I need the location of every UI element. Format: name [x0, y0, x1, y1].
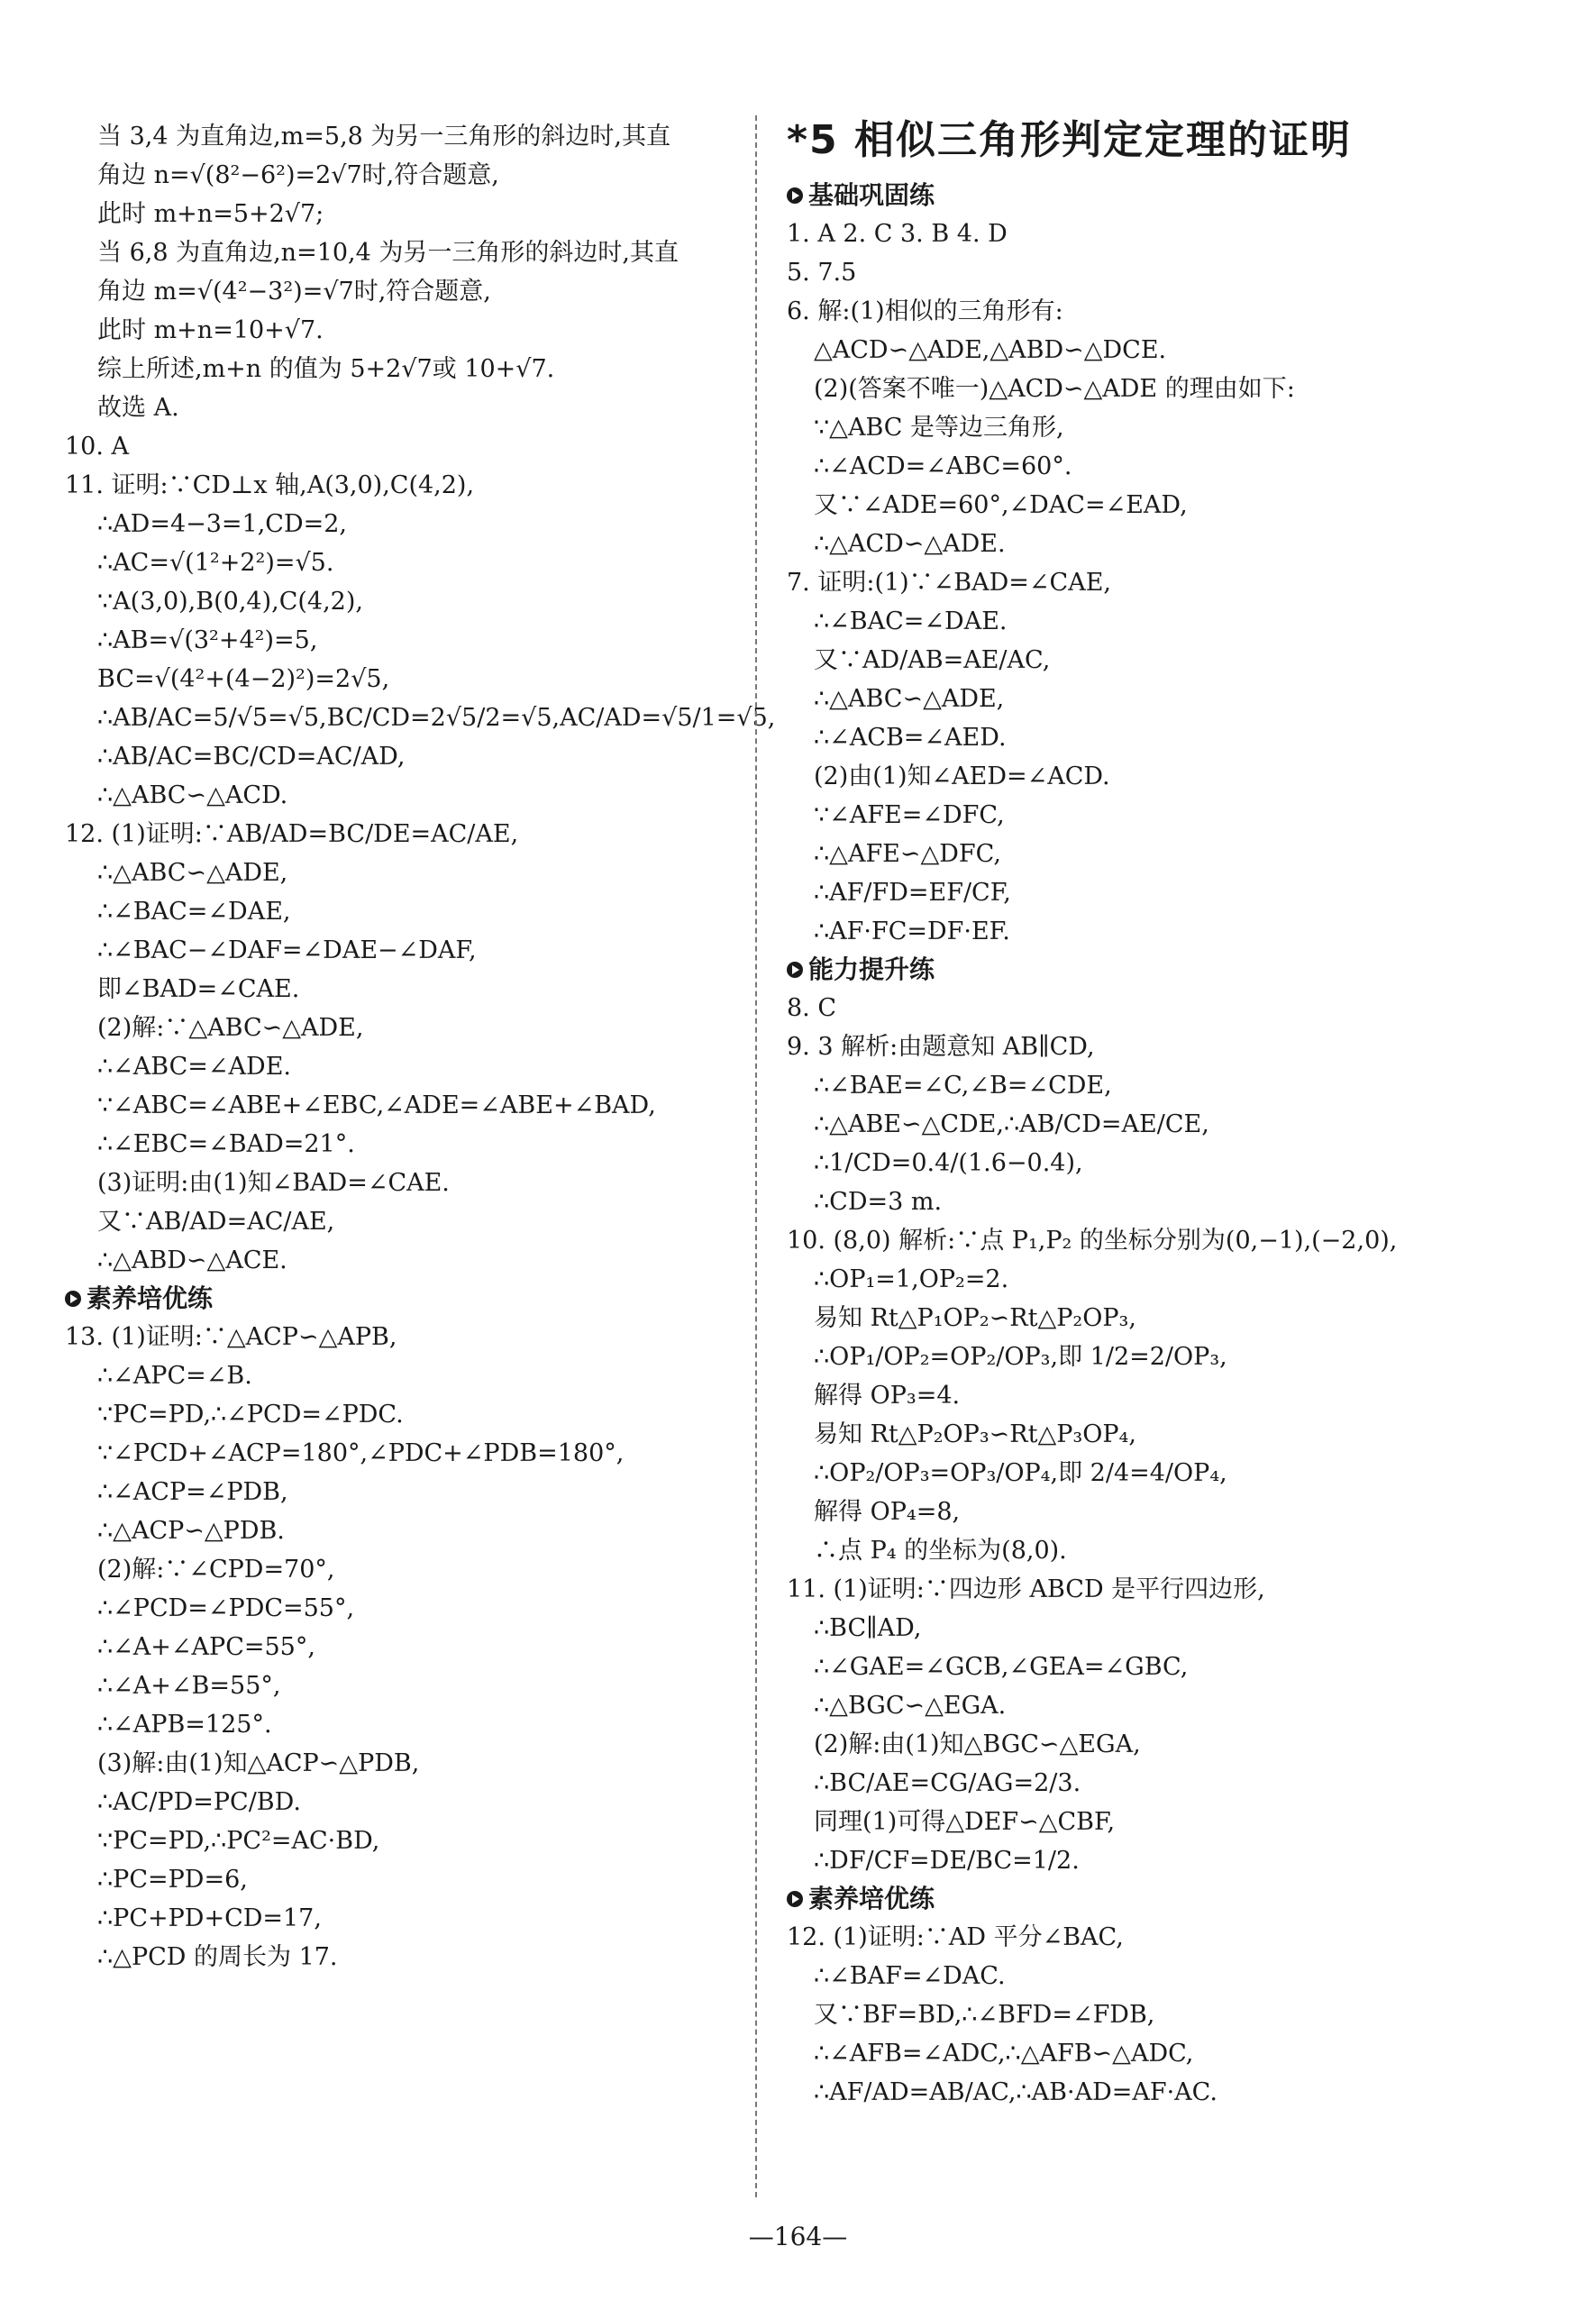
text-line: ∴OP₂/OP₃=OP₃/OP₄,即 2/4=4/OP₄, — [814, 1459, 1227, 1487]
text-line: (2)解:由(1)知△BGC∽△EGA, — [814, 1730, 1141, 1758]
text-line: ∴∠ACP=∠PDB, — [97, 1478, 288, 1506]
text-line: ∴∠APB=125°. — [97, 1711, 272, 1739]
text-line: ∵△ABC 是等边三角形, — [814, 414, 1064, 442]
section-heading-label: 能力提升练 — [808, 954, 935, 984]
text-line: 此时 m+n=10+√7. — [97, 316, 324, 344]
text-line: 又∵AB/AD=AC/AE, — [97, 1208, 335, 1236]
text-line: ∴AB=√(3²+4²)=5, — [97, 626, 318, 654]
answer-item: 12. (1)证明:∵AD 平分∠BAC, — [787, 1923, 1124, 1951]
text-line: ∴∠BAC−∠DAF=∠DAE−∠DAF, — [97, 936, 477, 964]
play-icon — [65, 1291, 81, 1307]
text-line: ∴AF/AD=AB/AC,∴AB·AD=AF·AC. — [814, 2078, 1218, 2106]
right-column — [787, 117, 1535, 2112]
text-line: ∴△ABE∽△CDE,∴AB/CD=AE/CE, — [814, 1110, 1209, 1138]
text-line: ∴∠EBC=∠BAD=21°. — [97, 1130, 355, 1158]
text-line: ∴∠BAE=∠C,∠B=∠CDE, — [814, 1072, 1112, 1100]
text-line: ∴BC/AE=CG/AG=2/3. — [814, 1769, 1081, 1797]
text-line: (3)解:由(1)知△ACP∽△PDB, — [97, 1749, 420, 1777]
answer-item: 10. (8,0) 解析:∵点 P₁,P₂ 的坐标分别为(0,−1),(−2,0), — [787, 1227, 1398, 1255]
answer-item: 7. 证明:(1)∵∠BAD=∠CAE, — [787, 569, 1111, 597]
left-column — [65, 117, 776, 1977]
text-line: ∴△PCD 的周长为 17. — [97, 1943, 338, 1971]
text-line: △ACD∽△ADE,△ABD∽△DCE. — [814, 336, 1167, 364]
text-line: (2)由(1)知∠AED=∠ACD. — [814, 762, 1110, 790]
answer-item: 10. A — [65, 433, 130, 461]
text-line: 同理(1)可得△DEF∽△CBF, — [814, 1808, 1116, 1836]
text-line: 解得 OP₄=8, — [814, 1498, 961, 1526]
section-heading — [787, 951, 1535, 989]
answer-item: 9. 3 解析:由题意知 AB∥CD, — [787, 1033, 1095, 1061]
text-line: 当 3,4 为直角边,m=5,8 为另一三角形的斜边时,其直 — [97, 123, 671, 151]
text-line: (2)解:∵△ABC∽△ADE, — [97, 1014, 364, 1042]
text-line: ∵PC=PD,∴PC²=AC·BD, — [97, 1827, 380, 1855]
section-heading — [787, 1880, 1535, 1918]
column-divider — [755, 115, 757, 2197]
text-line: 当 6,8 为直角边,n=10,4 为另一三角形的斜边时,其直 — [97, 239, 679, 267]
text-line: ∴△BGC∽△EGA. — [814, 1692, 1007, 1720]
text-line: BC=√(4²+(4−2)²)=2√5, — [97, 665, 390, 693]
text-line: ∴PC=PD=6, — [97, 1866, 248, 1894]
text-line: ∴△ABD∽△ACE. — [97, 1246, 287, 1274]
section-heading-label: 素养培优练 — [87, 1283, 214, 1313]
text-line: 又∵AD/AB=AE/AC, — [814, 646, 1051, 674]
text-line: ∴OP₁=1,OP₂=2. — [814, 1265, 1009, 1293]
text-line: ∵PC=PD,∴∠PCD=∠PDC. — [97, 1401, 404, 1429]
text-line: ∴∠BAC=∠DAE. — [814, 607, 1008, 635]
text-line: ∴△AFE∽△DFC, — [814, 840, 1001, 868]
text-line: ∴∠AFB=∠ADC,∴△AFB∽△ADC, — [814, 2040, 1194, 2068]
answer-item: 12. (1)证明:∵AB/AD=BC/DE=AC/AE, — [65, 820, 519, 848]
text-line: ∴∠GAE=∠GCB,∠GEA=∠GBC, — [814, 1653, 1189, 1681]
text-line: (3)证明:由(1)知∠BAD=∠CAE. — [97, 1169, 450, 1197]
text-line: ∴1/CD=0.4/(1.6−0.4), — [814, 1149, 1083, 1177]
text-line: ∴点 P₄ 的坐标为(8,0). — [814, 1537, 1067, 1565]
section-heading — [787, 177, 1535, 215]
text-line: 故选 A. — [97, 394, 179, 422]
text-line: 综上所述,m+n 的值为 5+2√7或 10+√7. — [97, 355, 555, 383]
text-line: ∵∠PCD+∠ACP=180°,∠PDC+∠PDB=180°, — [97, 1439, 625, 1467]
text-line: ∴∠BAF=∠DAC. — [814, 1962, 1006, 1990]
text-line: ∴∠A+∠APC=55°, — [97, 1633, 315, 1661]
text-line: ∴△ABC∽△ACD. — [97, 781, 288, 809]
text-line: 角边 n=√(8²−6²)=2√7时,符合题意, — [97, 161, 499, 189]
text-line: ∴AF/FD=EF/CF, — [814, 879, 1011, 907]
section-title: *5 相似三角形判定定理的证明 — [787, 117, 1352, 163]
page-number: —164— — [748, 2222, 848, 2251]
text-line: ∴CD=3 m. — [814, 1188, 943, 1216]
text-line: ∴AF·FC=DF·EF. — [814, 918, 1010, 945]
text-line: ∴AC/PD=PC/BD. — [97, 1788, 301, 1816]
text-line: ∴∠ABC=∠ADE. — [97, 1053, 291, 1081]
answer-item: 11. 证明:∵CD⊥x 轴,A(3,0),C(4,2), — [65, 471, 475, 499]
play-icon — [787, 962, 803, 978]
text-line: ∴∠A+∠B=55°, — [97, 1672, 281, 1700]
text-line: 角边 m=√(4²−3²)=√7时,符合题意, — [97, 278, 491, 306]
text-line: 又∵∠ADE=60°,∠DAC=∠EAD, — [814, 491, 1188, 519]
answer-item: 6. 解:(1)相似的三角形有: — [787, 297, 1063, 325]
section-heading-label: 基础巩固练 — [808, 180, 935, 210]
text-line: ∴∠BAC=∠DAE, — [97, 898, 291, 926]
text-line: ∴AC=√(1²+2²)=√5. — [97, 549, 334, 577]
answer-item: 5. 7.5 — [787, 259, 857, 287]
play-icon — [787, 187, 803, 204]
text-line: ∵∠AFE=∠DFC, — [814, 801, 1005, 829]
text-line: 又∵BF=BD,∴∠BFD=∠FDB, — [814, 2001, 1155, 2029]
text-line: (2)解:∵∠CPD=70°, — [97, 1556, 335, 1584]
section-heading-label: 素养培优练 — [808, 1884, 935, 1913]
text-line: ∴BC∥AD, — [814, 1614, 922, 1642]
text-line: ∴△ACD∽△ADE. — [814, 530, 1006, 558]
text-line: 易知 Rt△P₁OP₂∽Rt△P₂OP₃, — [814, 1304, 1136, 1332]
text-line: 易知 Rt△P₂OP₃∽Rt△P₃OP₄, — [814, 1420, 1136, 1448]
text-line: (2)(答案不唯一)△ACD∽△ADE 的理由如下: — [814, 375, 1295, 403]
answer-item: 11. (1)证明:∵四边形 ABCD 是平行四边形, — [787, 1575, 1265, 1603]
text-line: ∴∠ACB=∠AED. — [814, 724, 1007, 752]
text-line: ∴∠PCD=∠PDC=55°, — [97, 1594, 355, 1622]
text-line: ∵A(3,0),B(0,4),C(4,2), — [97, 588, 363, 616]
text-line: ∴AB/AC=5/√5=√5,BC/CD=2√5/2=√5,AC/AD=√5/1=√5, — [97, 704, 776, 732]
section-heading — [65, 1280, 750, 1318]
text-line: ∴OP₁/OP₂=OP₂/OP₃,即 1/2=2/OP₃, — [814, 1343, 1227, 1371]
text-line: ∴AB/AC=BC/CD=AC/AD, — [97, 743, 406, 771]
text-line: 此时 m+n=5+2√7; — [97, 200, 324, 228]
text-line: 解得 OP₃=4. — [814, 1382, 961, 1410]
text-line: ∴△ACP∽△PDB. — [97, 1517, 285, 1545]
answer-item: 13. (1)证明:∵△ACP∽△APB, — [65, 1323, 397, 1351]
text-line: ∴PC+PD+CD=17, — [97, 1904, 322, 1932]
play-icon — [787, 1891, 803, 1907]
answer-item: 1. A 2. C 3. B 4. D — [787, 220, 1008, 248]
text-line: ∴DF/CF=DE/BC=1/2. — [814, 1847, 1080, 1875]
text-line: ∴△ABC∽△ADE, — [97, 859, 288, 887]
text-line: ∴∠APC=∠B. — [97, 1362, 252, 1390]
text-line: ∴∠ACD=∠ABC=60°. — [814, 452, 1072, 480]
text-line: ∴AD=4−3=1,CD=2, — [97, 510, 348, 538]
text-line: ∴△ABC∽△ADE, — [814, 685, 1005, 713]
text-line: 即∠BAD=∠CAE. — [97, 975, 300, 1003]
answer-item: 8. C — [787, 994, 837, 1022]
text-line: ∵∠ABC=∠ABE+∠EBC,∠ADE=∠ABE+∠BAD, — [97, 1091, 656, 1119]
